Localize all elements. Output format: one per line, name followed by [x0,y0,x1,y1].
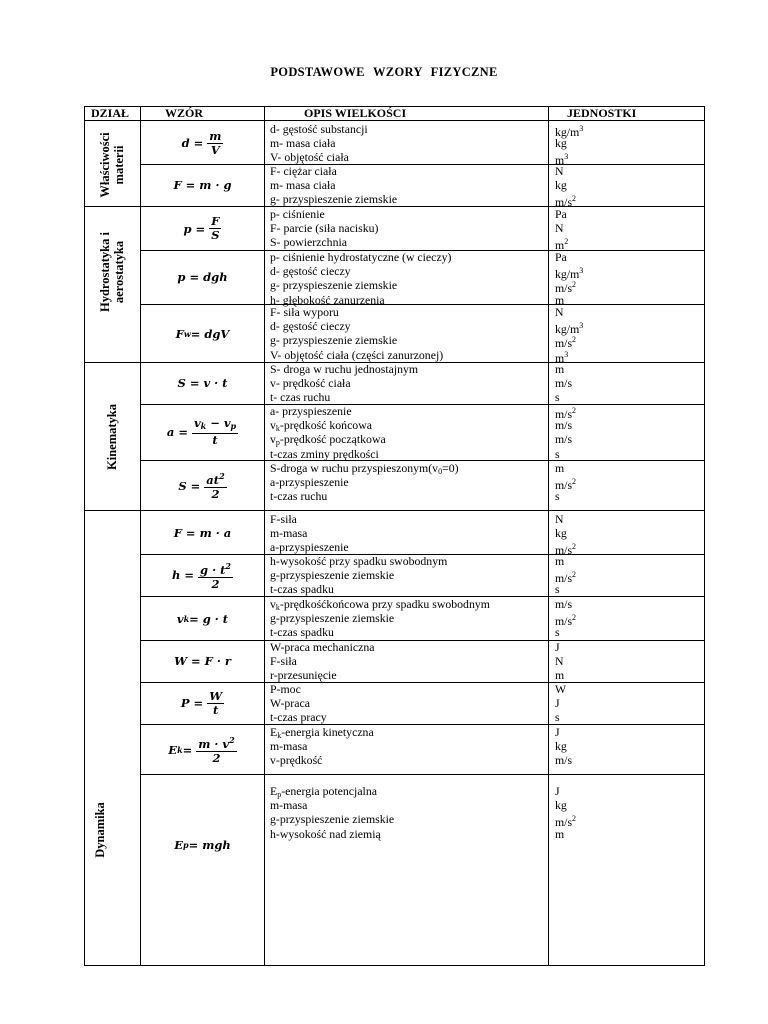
header-dzial: DZIAŁ [91,106,130,120]
description-cell: S-droga w ruchu $przyspieszonym(v_0=0)$ a-przyspieszenie t-czas ruchu [270,461,459,504]
units-cell: Pa N $m^2$ [555,207,569,253]
formula-pressure: p = $\frac{F}{S}$ [183,214,220,242]
section-label-hydrostatyka: Hydrostatyka i aerostatyka [98,232,126,312]
section-label-wlasciwosci: Właściwości materii [98,132,126,198]
unit-value: $m^3$ [555,349,569,365]
formula-accelerated-distance: S = $\frac{at^2}{2}$ [178,471,225,501]
units-cell: W J s [555,682,567,725]
table-row [0,305,768,365]
desc-value: $E_p$-energia potencjalna [270,784,377,799]
description-cell: $E_p$-energia potencjalna m-masa g-przyspieszenie ziemskie h-wysokość nad ziemią [270,784,395,841]
units-cell: $m/s^2$ m/s m/s s [555,406,577,461]
desc-value: S-droga w ruchu $przyspieszonym(v_0=0)$ [270,461,459,476]
units-cell: m m/s s [555,362,573,405]
formula-newton-second-law: F = m · a [173,525,232,540]
table-row [0,554,768,596]
formula-buoyancy: F w = dgV [175,326,230,341]
unit-value: $m^2$ [555,237,569,253]
description-cell: h-wysokość przy spadku swobodnym g-przyspieszenie ziemskie t-czas spadku [270,554,448,597]
table-row [0,775,768,965]
description-cell: F- ciężar ciała m- masa ciała g- przyspieszenie ziemskie [270,164,398,207]
table-row [0,164,768,210]
formula-work: W = F · r [174,654,231,668]
table-row [0,207,768,253]
units-cell: m/s $m/s^2$ s [555,597,577,640]
formula-potential-energy: E p = mgh [174,838,231,852]
unit-value: $kg/m^3$ [555,266,584,282]
table-row [0,640,768,682]
unit-value: $m/s^2$ [555,406,577,421]
unit-value: $kg/m^3$ [555,124,584,139]
description-cell: p- ciśnienie F- parcie (siła nacisku) S- powierzchnia [270,207,379,250]
description-cell: S- droga w ruchu jednostajnym v- prędkość ciała t- czas ruchu [270,362,419,405]
description-cell: a- przyspieszenie $v_k$-prędkość końcowa $v_p$-prędkość początkowa t-czas zminy prędkości [270,404,386,461]
description-cell: $E_k$-energia kinetyczna m-masa v-prędkość [270,725,374,768]
units-cell: Pa $kg/m^3$ $m/s^2$ m [555,250,584,307]
header-jednostki: JEDNOSTKI [567,106,637,120]
unit-value: $m/s^2$ [555,542,577,558]
desc-value: $E_k$-energia kinetyczna [270,725,374,740]
units-cell: m $m/s^2$ s [555,554,577,597]
unit-value: $m/s^2$ [555,814,577,830]
header-opis: OPIS WIELKOŚCI [304,106,407,120]
description-cell: W-praca mechaniczna F-siła r-przesunięcie [270,640,375,683]
formula-free-fall-velocity: v k = g · t [176,611,229,626]
unit-value: $m/s^2$ [555,280,577,296]
description-cell: d- gęstość substancji m- masa ciała V- objętość ciała [270,122,368,165]
units-cell: m $m/s^2$ s [555,461,577,504]
description-cell: F-siła m-masa a-przyspieszenie [270,512,349,555]
units-cell: N kg $m/s^2$ [555,512,577,558]
table-row [0,362,768,404]
header-wzor: WZÓR [165,106,204,120]
section-label-kinematyka: Kinematyka [105,404,119,470]
table-row [0,250,768,307]
desc-value: $v_p$-prędkość początkowa [270,432,386,448]
formula-acceleration: a = $\frac{v_k - v_p}{t}$ [166,416,237,447]
unit-value: $m/s^2$ [555,335,577,351]
unit-value: $kg/m^3$ [555,321,584,337]
table-row [0,461,768,510]
table-row [0,597,768,640]
description-cell: p- ciśnienie hydrostatyczne (w cieczy) d- gęstość cieczy g- przyspieszenie ziemskie h- głębokość zanurzenia [270,250,452,307]
page-title: PODSTAWOWE WZORY FIZYCZNE [270,65,498,79]
unit-value: $m/s^2$ [555,570,577,586]
formula-density: d = $\frac{m}{V}$ [181,128,222,157]
unit-value: $m/s^2$ [555,477,577,493]
units-cell: $kg/m^3$ kg $m^3$ [555,124,584,168]
unit-value: $m/s^2$ [555,613,577,629]
units-cell: J kg m/s [555,725,573,768]
formula-kinetic-energy: E k = $\frac{m \cdot v^2}{2}$ [168,735,235,765]
units-cell: N $kg/m^3$ $m/s^2$ $m^3$ [555,305,584,365]
formula-weight: F = m · g [173,178,232,192]
table-row [0,682,768,724]
table-row [0,725,768,774]
table-row [0,511,768,558]
unit-value: $m/s^2$ [555,194,577,210]
formula-hydrostatic-pressure: p = dgh [177,270,228,284]
description-cell: P-moc W-praca t-czas pracy [270,682,327,725]
units-cell: J N m [555,640,565,683]
section-label-dynamika: Dynamika [93,802,107,858]
formula-power: P = $\frac{W}{t}$ [180,688,223,717]
table-row [0,404,768,460]
formula-uniform-motion: S = v · t [177,376,228,390]
unit-value: $m^3$ [555,152,569,168]
description-cell: F- siła wyporu d- gęstość cieczy g- przyspieszenie ziemskie V- objętość ciała (części zanurzonej) [270,305,444,362]
formula-free-fall-height: h = $\frac{g \cdot t^2}{2}$ [172,560,231,591]
desc-value: $v_k$-prędkośćkońcowa przy spadku swobodnym [270,597,490,612]
description-cell: $v_k$-prędkośćkońcowa przy spadku swobodnym g-przyspieszenie ziemskie t-czas spadku [270,597,490,640]
units-cell: N kg $m/s^2$ [555,164,577,210]
units-cell: J kg $m/s^2$ m [555,784,577,841]
desc-value: $v_k$-prędkość końcowa [270,418,372,434]
